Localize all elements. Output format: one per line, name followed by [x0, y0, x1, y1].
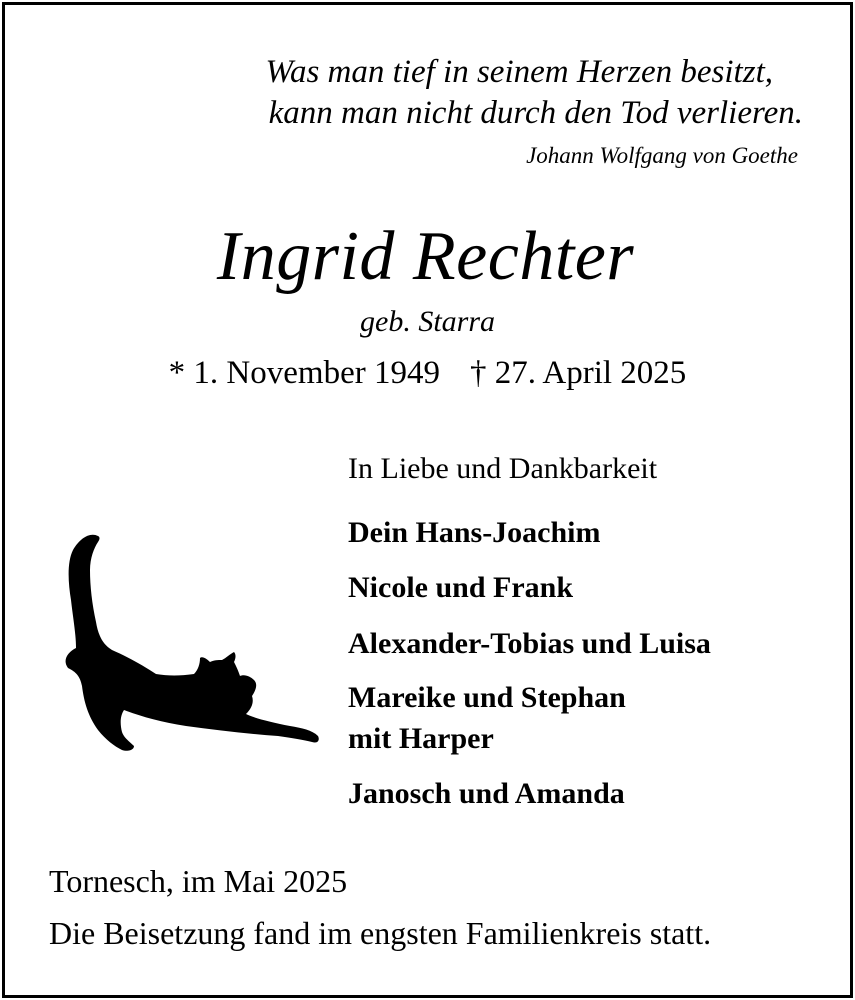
birth-date: * 1. November 1949 — [168, 355, 440, 391]
dedication-text: In Liebe und Dankbarkeit — [348, 452, 658, 485]
quote-line-1: Was man tief in seinem Herzen besitzt, — [265, 54, 773, 90]
place-and-date: Tornesch, im Mai 2025 — [49, 863, 348, 899]
deceased-name — [0, 218, 855, 295]
family-member: Mareike und Stephan — [348, 681, 626, 714]
cat-silhouette-shape — [66, 535, 319, 751]
quote-author: Johann Wolfgang von Goethe — [526, 143, 798, 168]
family-member: mit Harper — [348, 722, 494, 755]
life-dates — [0, 357, 855, 390]
family-member: Nicole und Frank — [348, 571, 574, 604]
quote-line-2: kann man nicht durch den Tod verlieren. — [268, 95, 803, 131]
family-member: Janosch und Amanda — [348, 777, 625, 810]
burial-note: Die Beisetzung fand im engsten Familienkreis statt. — [49, 915, 712, 951]
family-member: Alexander-Tobias und Luisa — [348, 627, 711, 660]
maiden-name: geb. Starra — [360, 305, 495, 338]
stretching-cat-silhouette-icon — [40, 530, 325, 760]
family-member: Dein Hans-Joachim — [348, 516, 601, 549]
deceased-name-text: Ingrid Rechter — [216, 218, 635, 295]
death-date: † 27. April 2025 — [469, 355, 687, 391]
